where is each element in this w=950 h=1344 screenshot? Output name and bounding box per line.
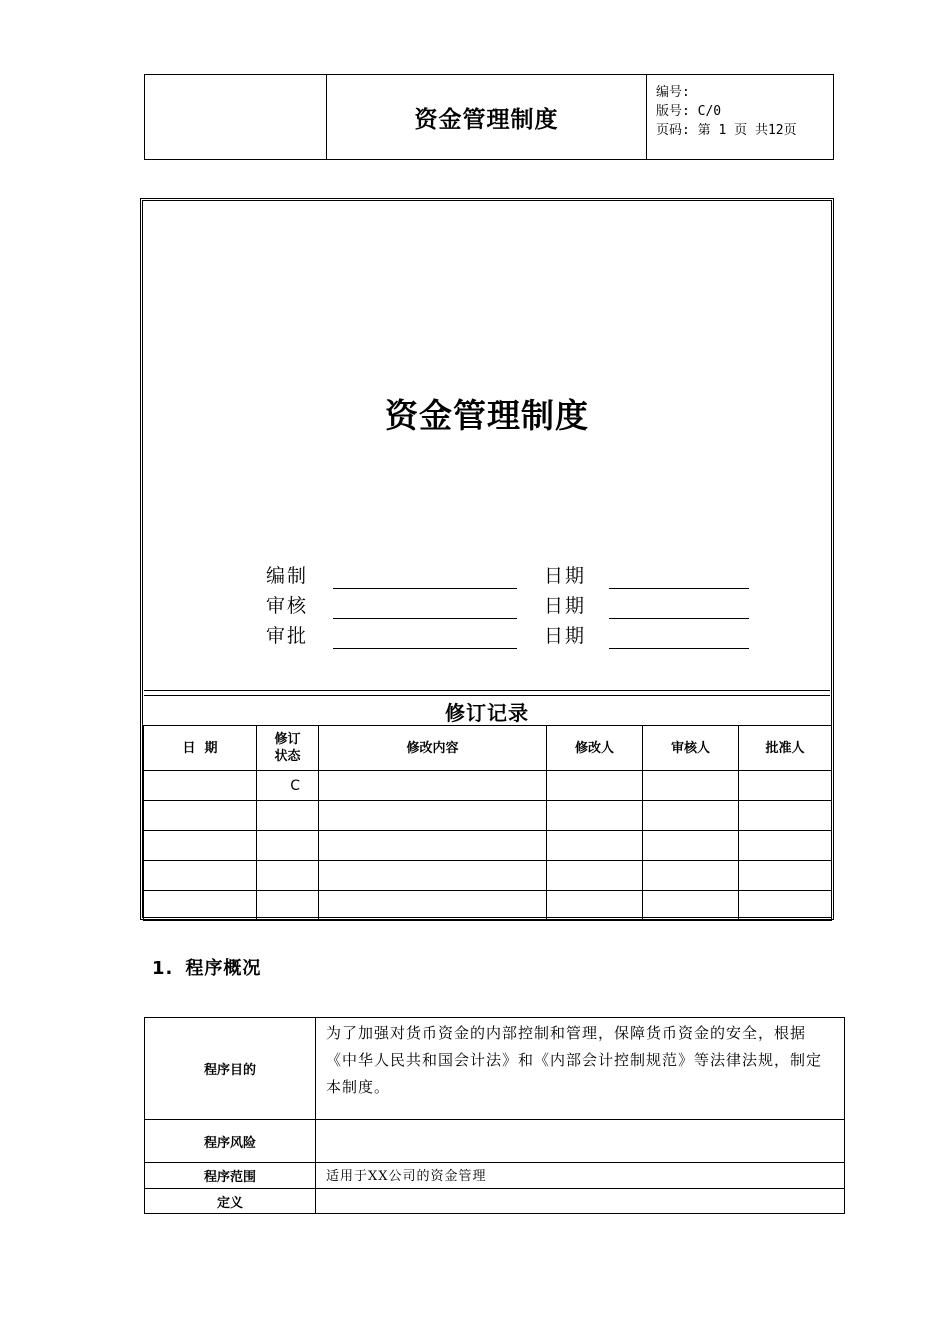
doc-number: 编号: (656, 85, 690, 100)
cell[interactable] (739, 891, 832, 921)
col-reviewer: 审核人 (643, 726, 739, 771)
cell[interactable] (643, 801, 739, 831)
section-divider (144, 690, 830, 696)
overview-row-scope (145, 1163, 845, 1189)
cell[interactable] (643, 891, 739, 921)
label-risk: 程序风险 (145, 1120, 316, 1163)
overview-row-risk (145, 1120, 845, 1163)
cell[interactable] (144, 831, 257, 861)
table-row (144, 771, 832, 801)
cell[interactable] (144, 861, 257, 891)
date-label-review: 日期 (544, 595, 587, 617)
overview-row-definition (145, 1189, 845, 1214)
cover-title: 资金管理制度 (385, 396, 589, 435)
version-number: 版号: C/0 (656, 104, 722, 119)
cell[interactable] (643, 861, 739, 891)
sign-label-approve: 审批 (266, 625, 309, 647)
cell[interactable] (144, 801, 257, 831)
section-heading (152, 954, 261, 980)
table-row (144, 831, 832, 861)
value-scope: 适用于XX公司的资金管理 (316, 1163, 845, 1189)
value-risk[interactable] (316, 1120, 845, 1163)
cell[interactable]: C (257, 771, 319, 801)
sign-line-prepare[interactable] (333, 588, 517, 589)
cell[interactable] (319, 801, 547, 831)
date-line-approve[interactable] (609, 648, 749, 649)
cell[interactable] (257, 801, 319, 831)
sign-label-review: 审核 (266, 595, 309, 617)
header-title: 资金管理制度 (327, 75, 647, 159)
col-status-label: 修订状态 (274, 732, 301, 764)
date-line-prepare[interactable] (609, 588, 749, 589)
cell[interactable] (144, 891, 257, 921)
cell[interactable] (319, 861, 547, 891)
cell[interactable] (547, 801, 643, 831)
cell[interactable] (739, 771, 832, 801)
table-row (144, 801, 832, 831)
cell[interactable] (739, 831, 832, 861)
sign-label-prepare: 编制 (266, 565, 309, 587)
col-status (257, 726, 319, 771)
col-modifier: 修改人 (547, 726, 643, 771)
sign-line-review[interactable] (333, 618, 517, 619)
cell[interactable] (319, 891, 547, 921)
cell[interactable] (547, 771, 643, 801)
cell[interactable] (257, 861, 319, 891)
date-label-approve: 日期 (544, 625, 587, 647)
cell[interactable] (739, 861, 832, 891)
label-purpose: 程序目的 (145, 1018, 316, 1120)
revision-header-row (144, 726, 832, 771)
cell[interactable] (643, 771, 739, 801)
section-title: 程序概况 (185, 958, 262, 979)
cell[interactable] (643, 831, 739, 861)
cell[interactable] (257, 831, 319, 861)
document-header (144, 74, 834, 160)
date-line-review[interactable] (609, 618, 749, 619)
overview-table (144, 1017, 845, 1214)
label-definition: 定义 (145, 1189, 316, 1214)
cell[interactable] (739, 801, 832, 831)
cell[interactable] (144, 771, 257, 801)
col-content: 修改内容 (319, 726, 547, 771)
cell[interactable] (547, 891, 643, 921)
revision-title: 修订记录 (445, 701, 529, 725)
page-info: 页码: 第 1 页 共12页 (656, 123, 797, 138)
date-label-prepare: 日期 (544, 565, 587, 587)
section-number: 1. (152, 958, 174, 979)
value-definition[interactable] (316, 1189, 845, 1214)
sign-line-approve[interactable] (333, 648, 517, 649)
cell[interactable] (257, 891, 319, 921)
col-date: 日 期 (144, 726, 257, 771)
cell[interactable] (319, 831, 547, 861)
cell[interactable] (547, 861, 643, 891)
cell[interactable] (319, 771, 547, 801)
value-purpose: 为了加强对货币资金的内部控制和管理，保障货币资金的安全，根据《中华人民共和国会计法》和《内部会计控制规范》等法律法规，制定本制度。 (316, 1018, 845, 1120)
overview-row-purpose (145, 1018, 845, 1120)
table-row (144, 861, 832, 891)
logo-cell (145, 75, 327, 159)
header-meta (656, 83, 831, 140)
cell[interactable] (547, 831, 643, 861)
label-scope: 程序范围 (145, 1163, 316, 1189)
table-row (144, 891, 832, 921)
revision-table (143, 725, 832, 921)
col-approver: 批准人 (739, 726, 832, 771)
